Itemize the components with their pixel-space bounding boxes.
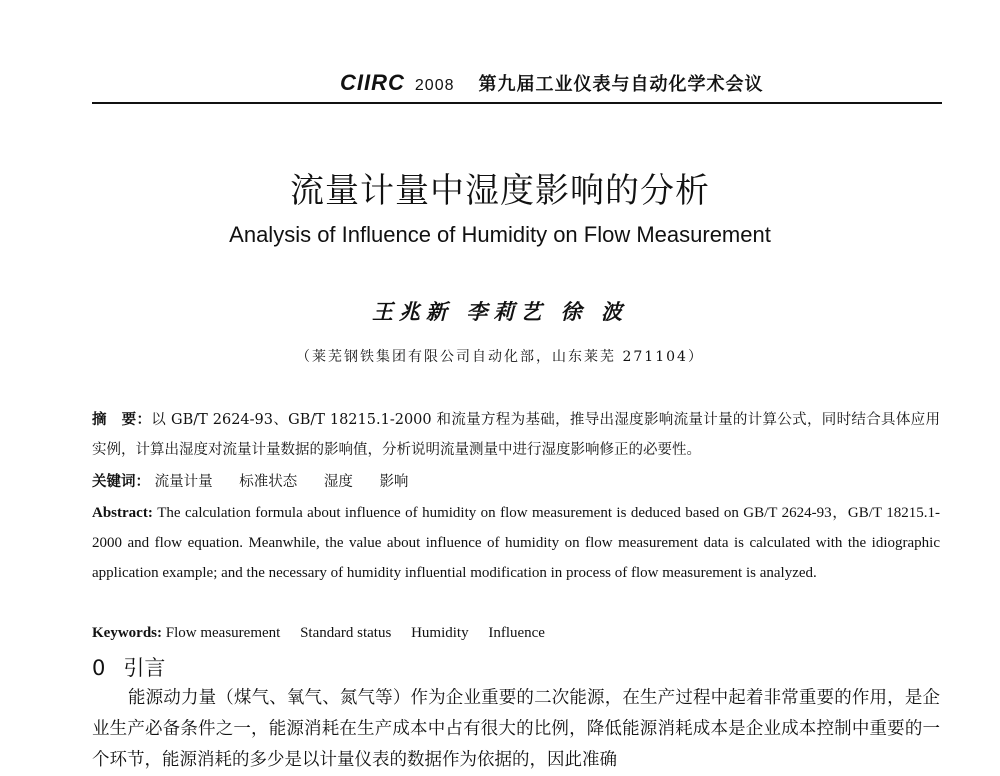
keyword-english: Standard status — [300, 625, 392, 641]
abstract-chinese — [92, 405, 940, 465]
keywords-chinese-label: 关键词： — [92, 474, 150, 490]
keyword-english: Influence — [488, 625, 545, 641]
keyword-chinese: 标准状态 — [239, 474, 298, 490]
conference-name: 第九届工业仪表与自动化学术会议 — [478, 74, 764, 95]
keyword-english: Flow measurement — [165, 625, 281, 641]
keyword-chinese: 流量计量 — [154, 474, 213, 490]
abstract-english: Abstract: The calculation formula about influence of humidity on flow measurement is deduced based on GB/T 2624-93，GB/T 18215.1-2000 and flow equation. Meanwhile, the value about influence of humidity on flow measurement data is calculated with the idiographic application example; and the necessary of humidity influential modification in process of flow measurement is analyzed. — [92, 505, 941, 581]
abstract-chinese-label: 摘 要： — [92, 412, 152, 428]
authors: 王兆新 李莉艺 徐 波 — [372, 299, 628, 324]
conference-year: 2008 — [414, 77, 455, 94]
keywords-chinese — [92, 470, 940, 491]
keyword-chinese: 湿度 — [323, 474, 353, 490]
conference-header — [92, 58, 942, 104]
abstract-english-text: The calculation formula about influence of humidity on flow measurement is deduced based on GB/T 2624-93，GB/T 18215.1-2000 and flow equation. Meanwhile, the value about influence of humidity on flow measurement data is calculated with the idiographic application example; and the necessary of humidity influential modification in process of flow measurement is analyzed. — [92, 505, 941, 581]
section-heading — [92, 652, 165, 682]
section-title: 引言 — [123, 656, 166, 680]
abstract-chinese-text: 以 GB/T 2624-93、GB/T 18215.1-2000 和流量方程为基础，推导出湿度影响流量计量的计算公式，同时结合具体应用实例，计算出湿度对流量计量数据的影响值，分析说明流量测量中进行湿度影响修正的必要性。 — [92, 412, 941, 458]
keywords-english-label: Keywords — [92, 625, 157, 641]
affiliation: （莱芜钢铁集团有限公司自动化部，山东莱芜 271104） — [296, 349, 704, 365]
section-number: 0 — [92, 656, 106, 680]
keyword-chinese: 影响 — [379, 474, 409, 490]
keyword-english: Humidity — [411, 625, 469, 641]
body-paragraph: 能源动力量（煤气、氧气、氮气等）作为企业重要的二次能源，在生产过程中起着非常重要的作用，是企业生产必备条件之一，能源消耗在生产成本中占有很大的比例，降低能源消耗成本是企业成本控制中重要的一个环节，能源消耗的多少是以计量仪表的数据作为依据的，因此准确 — [92, 688, 940, 770]
title-english: Analysis of Influence of Humidity on Flow Measurement — [229, 222, 771, 247]
title-chinese: 流量计量中湿度影响的分析 — [290, 171, 710, 211]
abstract-english-label: Abstract — [92, 505, 148, 521]
keywords-english: Keywords: Flow measurement Standard status Humidity Influence — [92, 625, 545, 641]
conference-logo: CIIRC — [340, 70, 405, 95]
